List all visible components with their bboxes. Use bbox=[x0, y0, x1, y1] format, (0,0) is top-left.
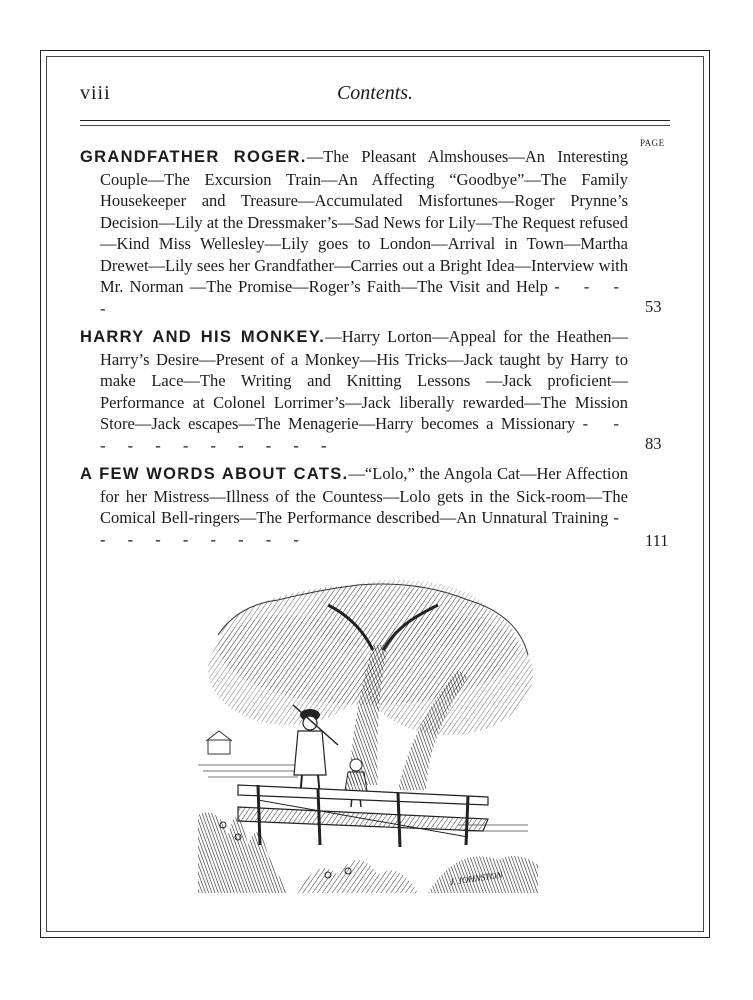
entry-title: GRANDFATHER ROGER. bbox=[80, 148, 307, 166]
entry-text bbox=[80, 146, 628, 319]
dot-leaders: - - - - - - - - - - - bbox=[100, 414, 628, 455]
dot-leaders: - - - - bbox=[100, 277, 629, 318]
entry-page-number: 111 bbox=[645, 531, 669, 550]
entry-page-number: 83 bbox=[645, 434, 662, 453]
entry-text bbox=[80, 463, 628, 550]
page-column-label: PAGE bbox=[640, 138, 665, 148]
engraving-illustration bbox=[198, 575, 538, 893]
entry-summary: —“Lolo,” the Angola Cat—Her Affection for her Mistress—Illness of the Countess—Lolo gets in the Sick-room—The Comical Bell-ringers—The Performance described—An Unnatural Training bbox=[100, 464, 628, 527]
header-rule-thin bbox=[80, 125, 670, 126]
contents-entry-grandfather-roger bbox=[80, 146, 628, 319]
contents-entry-a-few-words-about-cats bbox=[80, 463, 628, 550]
entry-summary: —The Pleasant Almshouses—An Interesting Couple—The Excursion Train—An Affecting “Goodbye”—The Family Housekeeper and Treasure—Accumulated Misfortunes—Roger Prynne’s Decision—Lily at the Dressmaker’s—Sad News for Lily—The Request refused—Kind Miss Wellesley—Lily goes to London—Arrival in Town—Martha Drewet—Lily sees her Grandfather—Carries out a Bright Idea—Interview with Mr. Norman —The Promise—Roger’s Faith—The Visit and Help bbox=[100, 147, 628, 296]
entry-title: HARRY AND HIS MONKEY. bbox=[80, 328, 326, 346]
running-title: Contents. bbox=[336, 82, 414, 104]
entry-title: A FEW WORDS ABOUT CATS. bbox=[80, 465, 349, 483]
engraving-svg bbox=[198, 575, 538, 893]
contents-entry-harry-and-his-monkey bbox=[80, 326, 628, 456]
entry-text bbox=[80, 326, 628, 456]
folio-number: viii bbox=[80, 82, 111, 104]
entry-page-number: 53 bbox=[645, 297, 662, 316]
header-rule bbox=[80, 120, 670, 121]
engraver-signature: J. JOHNSTON bbox=[448, 869, 504, 887]
dot-leaders: - - - - - - - - - bbox=[100, 508, 628, 549]
page-header bbox=[80, 80, 670, 110]
entry-summary: —Harry Lorton—Appeal for the Heathen—Harry’s Desire—Present of a Monkey—His Tricks—Jack taught by Harry to make Lace—The Writing and Knitting Lessons —Jack proficient—Performance at Colonel Lorrimer’s—Jack liberally rewarded—The Mission Store—Jack escapes—The Menagerie—Harry becomes a Missionary bbox=[100, 327, 628, 433]
